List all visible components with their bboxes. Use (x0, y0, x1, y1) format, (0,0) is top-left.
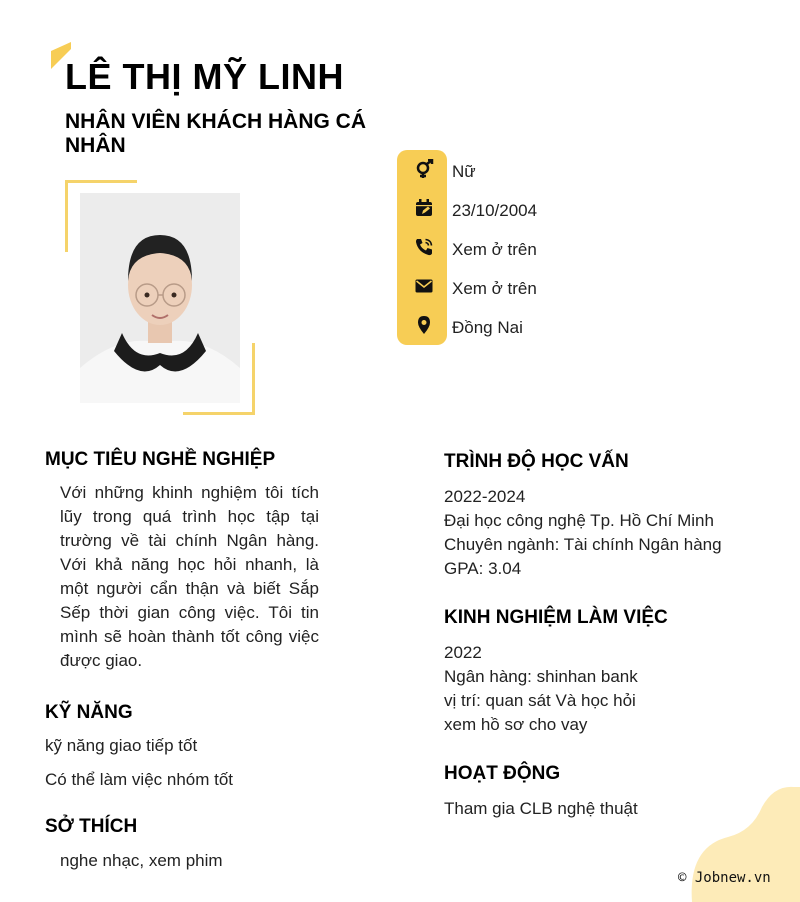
hobbies-title: SỞ THÍCH (45, 816, 138, 837)
objective-text: Với những khinh nghiệm tôi tích lũy trong quá trình học tập tại trường về tài chính Ngân hàng. Với khả năng học hỏi nhanh, là một người cẩn thận và biết Sắp Sếp thời gian công việc. Tôi tin mình sẽ hoàn thành tốt công việc được giao. (60, 483, 319, 670)
email-value: Xem ở trên (452, 279, 537, 298)
photo-frame-bottom-right-vertical (252, 343, 255, 415)
experience-line: Ngân hàng: shinhan bank (444, 667, 638, 686)
photo-frame-bottom-right (183, 412, 255, 415)
phone-icon (414, 237, 434, 257)
copyright: © Jobnew.vn (678, 870, 771, 886)
education-line: 2022-2024 (444, 487, 526, 506)
education-line: Chuyên ngành: Tài chính Ngân hàng (444, 535, 722, 554)
job-title: NHÂN VIÊN KHÁCH HÀNG CÁ NHÂN (65, 110, 367, 157)
profile-photo (80, 193, 240, 403)
experience-line: xem hồ sơ cho vay (444, 715, 588, 734)
objective-title: MỤC TIÊU NGHỀ NGHIỆP (45, 449, 276, 470)
skill-item: kỹ năng giao tiếp tốt (45, 736, 198, 755)
education-title: TRÌNH ĐỘ HỌC VẤN (444, 451, 629, 472)
skills-title: KỸ NĂNG (45, 702, 133, 723)
phone-value: Xem ở trên (452, 240, 537, 259)
envelope-icon (414, 276, 434, 296)
experience-title: KINH NGHIỆM LÀM VIỆC (444, 607, 668, 628)
candidate-name: LÊ THỊ MỸ LINH (65, 56, 344, 97)
gender-icon (414, 159, 434, 179)
photo-frame-top-left-vertical (65, 180, 68, 252)
calendar-icon (414, 198, 434, 218)
skill-item: Có thể làm việc nhóm tốt (45, 770, 234, 789)
birthdate-value: 23/10/2004 (452, 201, 538, 220)
activities-text: Tham gia CLB nghệ thuật (444, 799, 638, 818)
experience-line: 2022 (444, 643, 482, 662)
education-line: GPA: 3.04 (444, 559, 522, 578)
hobbies-text: nghe nhạc, xem phim (60, 851, 223, 870)
activities-title: HOẠT ĐỘNG (444, 763, 561, 784)
address-value: Đồng Nai (452, 318, 523, 337)
photo-frame-top-left (65, 180, 137, 183)
location-pin-icon (414, 315, 434, 335)
education-line: Đại học công nghệ Tp. Hồ Chí Minh (444, 511, 714, 530)
experience-line: vị trí: quan sát Và học hỏi (444, 691, 636, 710)
gender-value: Nữ (452, 162, 476, 181)
